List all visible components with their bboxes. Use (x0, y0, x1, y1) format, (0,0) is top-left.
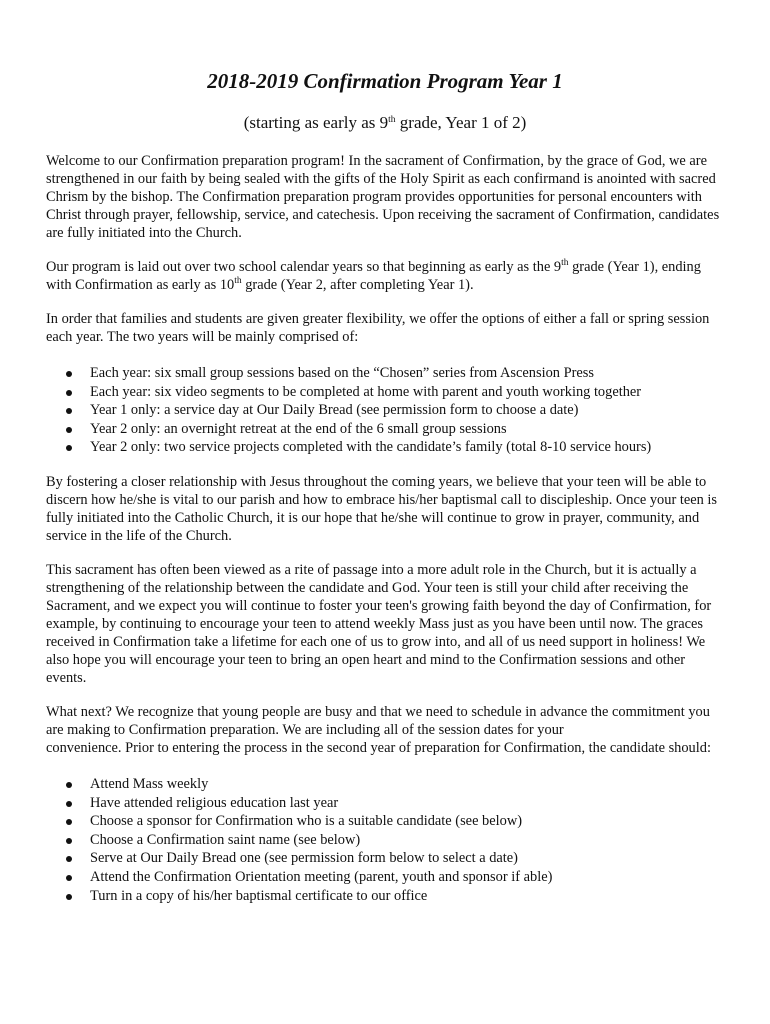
what-next-text-2: convenience. Prior to entering the process in the second year of preparation for Confirmation, the candidate should: (46, 739, 711, 756)
flexibility-paragraph: In order that families and students are given greater flexibility, we offer the options of either a fall or spring session each year. The two years will be mainly comprised of: (46, 311, 710, 345)
bullet-icon (66, 782, 72, 788)
page-title: 2018-2019 Confirmation Program Year 1 (207, 69, 563, 93)
list-item (66, 812, 724, 831)
bullet-icon (66, 856, 72, 862)
list-item-text: Year 2 only: an overnight retreat at the end of the 6 small group sessions (90, 420, 507, 437)
subtitle-text-end: grade, Year 1 of 2) (395, 113, 527, 132)
what-next-paragraph (46, 703, 724, 757)
list-item-text: Each year: six video segments to be completed at home with parent and youth working together (90, 383, 642, 400)
bullet-icon (66, 445, 72, 451)
list-item (66, 887, 724, 906)
list-item (66, 383, 724, 402)
list-item (66, 831, 724, 850)
program-superscript-1: th (561, 258, 569, 268)
bullet-icon (66, 371, 72, 377)
list-item (66, 364, 724, 383)
bullet-icon (66, 819, 72, 825)
list-item-text: Serve at Our Daily Bread one (see permission form below to select a date) (90, 850, 518, 867)
bullet-icon (66, 801, 72, 807)
bullet-icon (66, 875, 72, 881)
list-item (66, 438, 724, 457)
fostering-paragraph: By fostering a closer relationship with Jesus throughout the coming years, we believe that your teen will be able to discern how he/she is vital to our parish and how to embrace his/her baptismal call to discipleship. Once your teen is fully initiated into the Catholic Church, it is our hope that he/she will continue to grow in prayer, community, and service in the life of the Church. (46, 473, 717, 544)
bullet-icon (66, 894, 72, 900)
program-text-3: grade (Year 2, after completing Year 1). (241, 277, 474, 293)
list-item-text: Year 2 only: two service projects completed with the candidate’s family (total 8-10 service hours) (90, 439, 652, 456)
list-item (66, 401, 724, 420)
list-item-text: Choose a Confirmation saint name (see below) (90, 831, 361, 848)
program-components-list (46, 364, 724, 457)
candidate-requirements-list (46, 775, 724, 905)
list-item-text: Choose a sponsor for Confirmation who is a suitable candidate (see below) (90, 813, 523, 830)
list-item (66, 849, 724, 868)
subtitle-superscript: th (388, 115, 396, 125)
program-superscript-2: th (234, 276, 242, 286)
bullet-icon (66, 390, 72, 396)
bullet-icon (66, 408, 72, 414)
welcome-paragraph: Welcome to our Confirmation preparation program! In the sacrament of Confirmation, by the grace of God, we are strengthened in our faith by being sealed with the gifts of the Holy Spirit as each confirmand is anointed with sacred Chrism by the bishop. The Confirmation preparation program provides opportunities for personal encounters with Christ through prayer, fellowship, service, and catechesis. Upon receiving the sacrament of Confirmation, candidates are fully initiated into the Church. (46, 153, 720, 241)
program-text-2: grade (Year 1), ending with Confirmation as early as 10 (46, 259, 701, 293)
list-item (66, 794, 724, 813)
program-paragraph (46, 258, 724, 294)
list-item (66, 868, 724, 887)
what-next-text-1: What next? We recognize that young people are busy and that we need to schedule in advance the commitment you are making to Confirmation preparation. We are including all of the session dates for your (46, 703, 710, 738)
list-item-text: Year 1 only: a service day at Our Daily Bread (see permission form to choose a date) (90, 402, 579, 419)
list-item-text: Each year: six small group sessions based on the “Chosen” series from Ascension Press (90, 365, 594, 381)
bullet-icon (66, 427, 72, 433)
list-item (66, 775, 724, 794)
program-text-1: Our program is laid out over two school calendar years so that beginning as early as the 9 (46, 259, 562, 275)
list-item-text: Turn in a copy of his/her baptismal certificate to our office (90, 887, 428, 904)
list-item-text: Have attended religious education last year (90, 794, 339, 811)
bullet-icon (66, 838, 72, 844)
list-item-text: Attend the Confirmation Orientation meeting (parent, youth and sponsor if able) (90, 868, 553, 885)
page-subtitle (46, 112, 724, 134)
subtitle-text-start: (starting as early as 9 (243, 113, 389, 132)
list-item (66, 420, 724, 439)
sacrament-paragraph: This sacrament has often been viewed as a rite of passage into a more adult role in the Church, but it is actually a strengthening of the relationship between the candidate and God. Your teen is still your child after receiving the Sacrament, and we expect you will continue to foster your teen's growing faith beyond the day of Confirmation, for example, by continuing to encourage your teen to attend weekly Mass just as you have been until now. The graces received in Confirmation take a lifetime for each one of us to grow into, and all of us need support in holiness! We also hope you will encourage your teen to bring an open heart and mind to the Confirmation sessions and other events. (46, 561, 712, 686)
list-item-text: Attend Mass weekly (90, 775, 209, 792)
